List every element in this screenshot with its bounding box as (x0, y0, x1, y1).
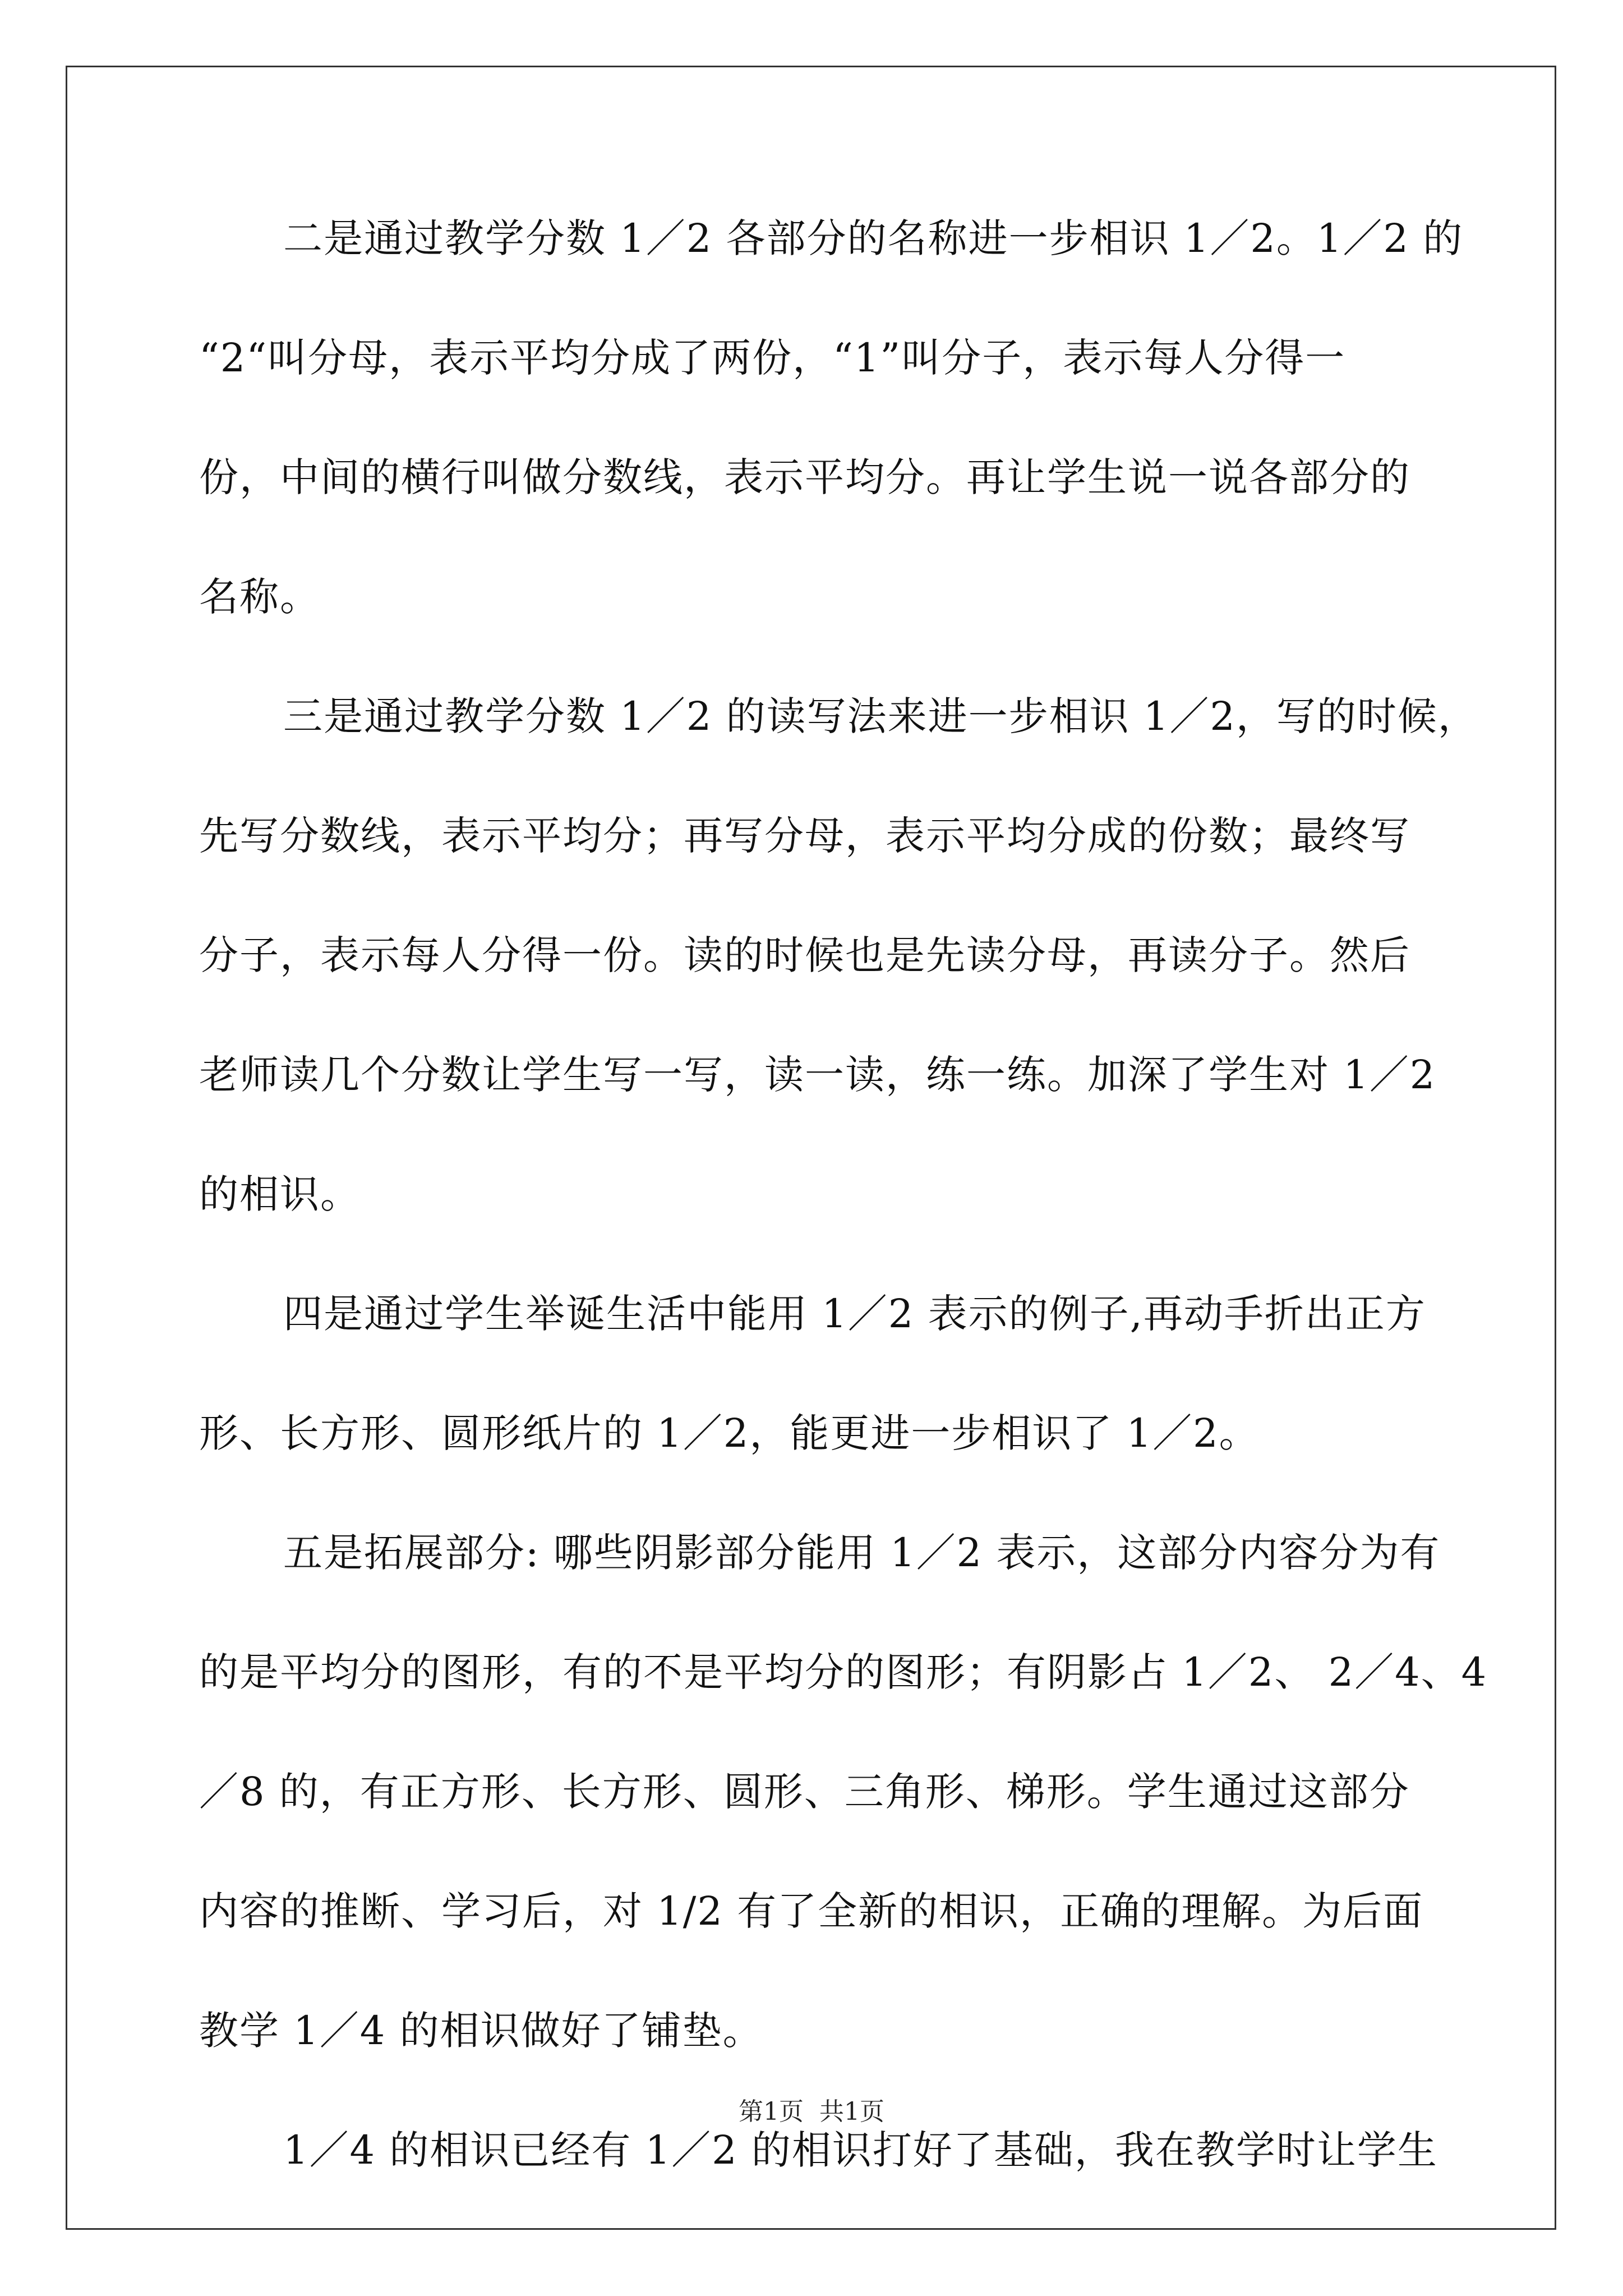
paragraph-line: 先写分数线，表示平均分；再写分母，表示平均分成的份数；最终写 (199, 813, 1410, 859)
paragraph-line: 老师读几个分数让学生写一写，读一读，练一练。加深了学生对 1／2 (199, 1052, 1436, 1098)
page-footer (0, 2096, 1623, 2128)
paragraph-line: ／8 的，有正方形、长方形、圆形、三角形、梯形。学生通过这部分 (199, 1769, 1410, 1815)
paragraph-line: 内容的推断、学习后，对 1/2 有了全新的相识，正确的理解。为后面 (199, 1888, 1424, 1934)
paragraph-line: 五是拓展部分: 哪些阴影部分能用 1／2 表示，这部分内容分为有 (283, 1530, 1441, 1576)
paragraph-line: 的是平均分的图形，有的不是平均分的图形；有阴影占 1／2、 2／4、4 (199, 1649, 1488, 1695)
paragraph-line: 三是通过教学分数 1／2 的读写法来进一步相识 1／2，写的时候， (283, 693, 1478, 739)
paragraph-line: 1／4 的相识已经有 1／2 的相识打好了基础，我在教学时让学生 (283, 2127, 1438, 2173)
current-page-number: 第1页 (739, 2097, 804, 2126)
paragraph-line: 的相识。 (199, 1171, 361, 1217)
paragraph-line: 名称。 (199, 574, 320, 620)
paragraph-line: “2“叫分母，表示平均分成了两份，“1”叫分子，表示每人分得一 (199, 335, 1346, 381)
paragraph-line: 四是通过学生举诞生活中能用 1／2 表示的例子,再动手折出正方 (283, 1291, 1426, 1337)
paragraph-line: 分子，表示每人分得一份。读的时候也是先读分母，再读分子。然后 (199, 932, 1410, 978)
paragraph-line: 份，中间的横行叫做分数线，表示平均分。再让学生说一说各部分的 (199, 454, 1410, 500)
paragraph-line: 教学 1／4 的相识做好了铺垫。 (199, 2008, 763, 2054)
paragraph-line: 形、长方形、圆形纸片的 1／2，能更进一步相识了 1／2。 (199, 1410, 1260, 1456)
paragraph-line: 二是通过教学分数 1／2 各部分的名称进一步相识 1／2。1／2 的 (283, 215, 1464, 261)
total-page-count: 共1页 (819, 2097, 884, 2126)
